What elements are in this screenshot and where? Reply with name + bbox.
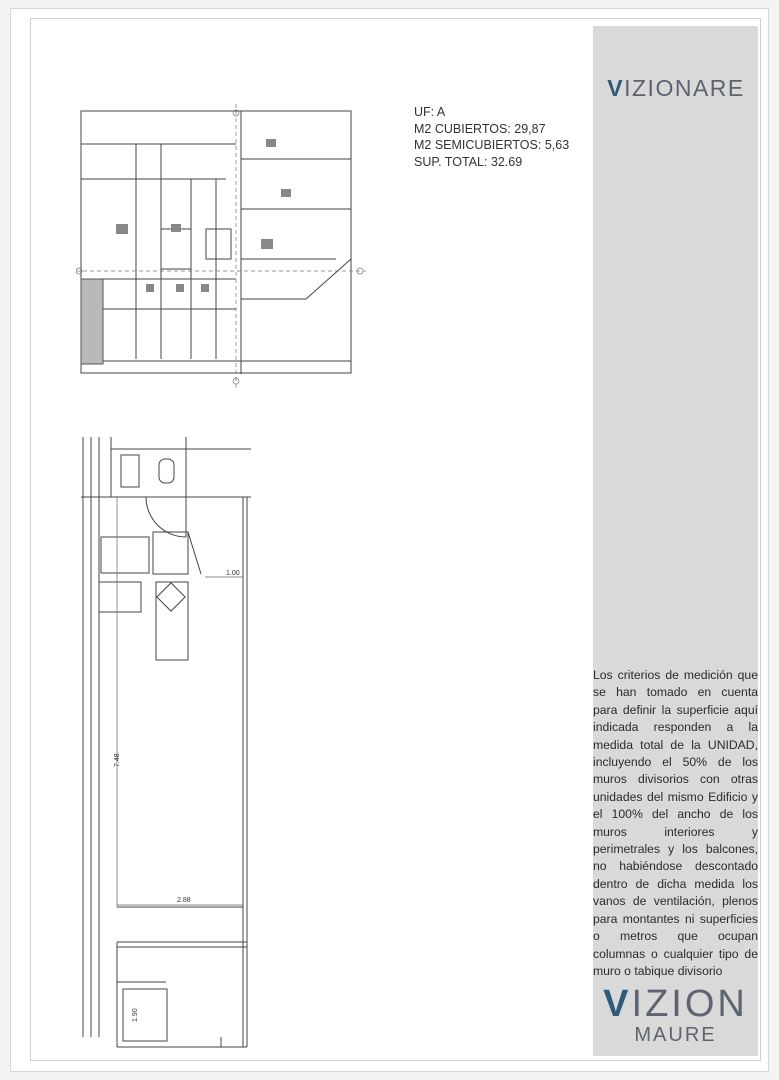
building-key-plan xyxy=(76,99,366,389)
covered-area: M2 CUBIERTOS: 29,87 xyxy=(414,121,546,136)
building-plan-drawing xyxy=(76,99,366,389)
unit-id: UF: A xyxy=(414,105,446,119)
logo-bottom-subtitle: MAURE xyxy=(634,1024,717,1046)
width-dimension: 2.88 xyxy=(177,897,191,904)
logo-bottom-wordmark: IZION xyxy=(631,983,748,1025)
unit-plan-drawing xyxy=(71,437,271,1049)
total-area: SUP. TOTAL: 32.69 xyxy=(414,154,523,169)
unit-detail-plan xyxy=(71,437,271,1049)
unit-specs xyxy=(414,104,569,170)
vizion-maure-logo xyxy=(593,984,758,1046)
depth-dimension: 7.48 xyxy=(114,753,121,767)
door-dimension: 1.00 xyxy=(226,570,240,577)
unit-highlight xyxy=(81,279,103,364)
page-frame xyxy=(30,18,761,1061)
vizionare-logo xyxy=(601,75,751,102)
logo-v-mark: V xyxy=(607,75,625,101)
document-sheet xyxy=(10,8,769,1072)
semi-covered-area: M2 SEMICUBIERTOS: 5,63 xyxy=(414,138,570,152)
brand-sidebar xyxy=(593,26,758,1056)
logo-wordmark: IZIONARE xyxy=(624,75,745,101)
logo-bottom-v-mark: V xyxy=(603,983,632,1025)
balcony-dimension: 1.90 xyxy=(132,1008,139,1022)
measurement-disclaimer: Los criterios de medición que se han tomado en cuenta para definir la superficie aquí indicada responden a la medida total de la UNIDAD, incluyendo el 50% de los muros divisorios con otras unidades del mismo Edificio y el 100% del ancho de los muros interiores y perimetrales y los balcones, no habiéndose descontado dentro de dicha medida los vanos de ventilación, plenos para montantes ni superficies o metros que ocupan columnas o cualquier tipo de muro o tabique divisorio xyxy=(593,668,758,978)
